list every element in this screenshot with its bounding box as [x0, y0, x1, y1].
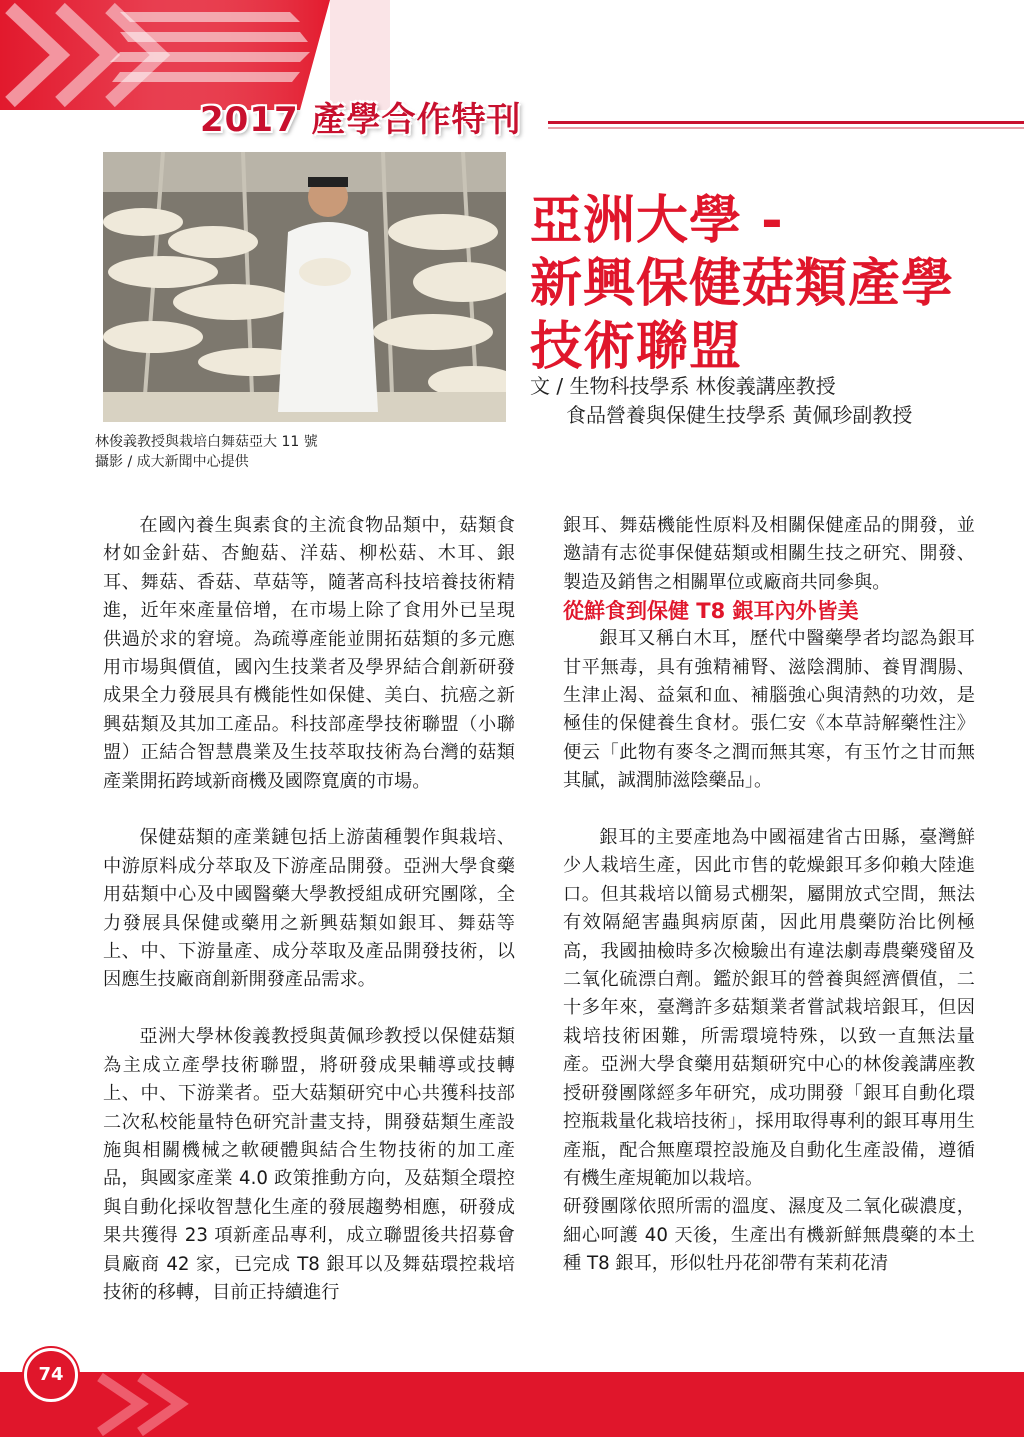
title-line: 亞洲大學 -: [530, 191, 784, 251]
title-rule: [548, 121, 1024, 124]
article-title: [530, 190, 954, 379]
caption-credit: 攝影 / 成大新聞中心提供: [95, 454, 249, 470]
photo-caption: [95, 432, 318, 472]
footer-decoration: [0, 1372, 1024, 1437]
paragraph: 在國內養生與素食的主流食物品類中，菇類食材如金針菇、杏鮑菇、洋菇、柳松菇、木耳、銀耳、舞菇、香菇、草菇等，隨著高科技培養技術精進，近年來產量倍增，在市場上除了食用外已呈現供過於求的窘境。為疏導產能並開拓菇類的多元應用市場與價值，國內生技業者及學界結合創新研發成果全力發展具有機能性如保健、美白、抗癌之新興菇類及其加工產品。科技部產學技術聯盟（小聯盟）正結合智慧農業及生技萃取技術為台灣的菇類產業開拓跨域新商機及國際寬廣的市場。: [103, 515, 515, 792]
caption-line: 林俊義教授與栽培白舞菇亞大 11 號: [95, 434, 318, 450]
title-rule-secondary: [548, 127, 1024, 129]
paragraph: 研發團隊依照所需的溫度、濕度及二氧化碳濃度，細心呵護 40 天後，生產出有機新鮮無農藥的本土種 T8 銀耳，形似牡丹花卻帶有茉莉花清: [563, 1196, 975, 1275]
article-photo: [103, 152, 506, 422]
author-line: 食品營養與保健生技學系 黃佩珍副教授: [566, 403, 913, 427]
author-line: 文 / 生物科技學系 林俊義講座教授: [530, 374, 836, 398]
paragraph: 亞洲大學林俊義教授與黃佩珍教授以保健菇類為主成立產學技術聯盟，將研發成果輔導或技轉上、中、下游業者。亞大菇類研究中心共獲科技部二次私校能量特色研究計畫支持，開發菇類生產設施與相關機械之軟硬體與結合生物技術的加工產品，與國家產業 4.0 政策推動方向，及菇類全環控與自動化採收智慧化生產的發展趨勢相應，研發成果共獲得 23 項新產品專利，成立聯盟後共招募會員廠商 42 家，已完成 T8 銀耳以及舞菇環控栽培技術的移轉，目前正持續進行: [103, 1026, 515, 1303]
title-line: 新興保健菇類產學: [530, 254, 955, 314]
left-column: [103, 512, 515, 1307]
paragraph: 銀耳、舞菇機能性原料及相關保健產品的開發，並邀請有志從事保健菇類或相關生技之研究、開發、製造及銷售之相關單位或廠商共同參與。: [563, 515, 975, 593]
title-line: 技術聯盟: [530, 317, 743, 377]
paragraph: 銀耳的主要產地為中國福建省古田縣，臺灣鮮少人栽培生產，因此市售的乾燥銀耳多仰賴大陸進口。但其栽培以簡易式棚架，屬開放式空間，無法有效隔絕害蟲與病原菌，因此用農藥防治比例極高，我國抽檢時多次檢驗出有違法劇毒農藥殘留及二氧化硫漂白劑。鑑於銀耳的營養與經濟價值，二十多年來，臺灣許多菇類業者嘗試栽培銀耳，但因栽培技術困難，所需環境特殊，以致一直無法量產。亞洲大學食藥用菇類研究中心的林俊義講座教授研發團隊經多年研究，成功開發「銀耳自動化環控瓶栽量化栽培技術」，採用取得專利的銀耳專用生產瓶，配合無塵環控設施及自動化生產設備，遵循有機生產規範加以栽培。: [563, 827, 975, 1189]
paragraph: 銀耳又稱白木耳，歷代中醫藥學者均認為銀耳甘平無毒，具有強精補腎、滋陰潤肺、養胃潤腸、生津止渴、益氣和血、補腦強心與清熱的功效，是極佳的保健養生食材。張仁安《本草詩解藥性注》便云「此物有麥冬之潤而無其寒，有玉竹之甘而無其膩，誠潤肺滋陰藥品」。: [563, 628, 975, 792]
issue-title: 2017 產學合作特刊: [200, 100, 522, 140]
article-authors: [530, 372, 912, 430]
right-column: [563, 512, 975, 1279]
paragraph: 保健菇類的產業鏈包括上游菌種製作與栽培、中游原料成分萃取及下游產品開發。亞洲大學食藥用菇類中心及中國醫藥大學教授組成研究團隊，全力發展具保健或藥用之新興菇類如銀耳、舞菇等上、中、下游量產、成分萃取及產品開發技術，以因應生技廠商創新開發產品需求。: [103, 827, 515, 991]
page-number: 74: [38, 1364, 64, 1385]
section-heading: 從鮮食到保健 T8 銀耳內外皆美: [563, 599, 859, 624]
footer-band: [0, 1372, 1024, 1437]
mushroom-cultivation-photo: [103, 152, 506, 422]
page-number-badge: [24, 1348, 78, 1402]
